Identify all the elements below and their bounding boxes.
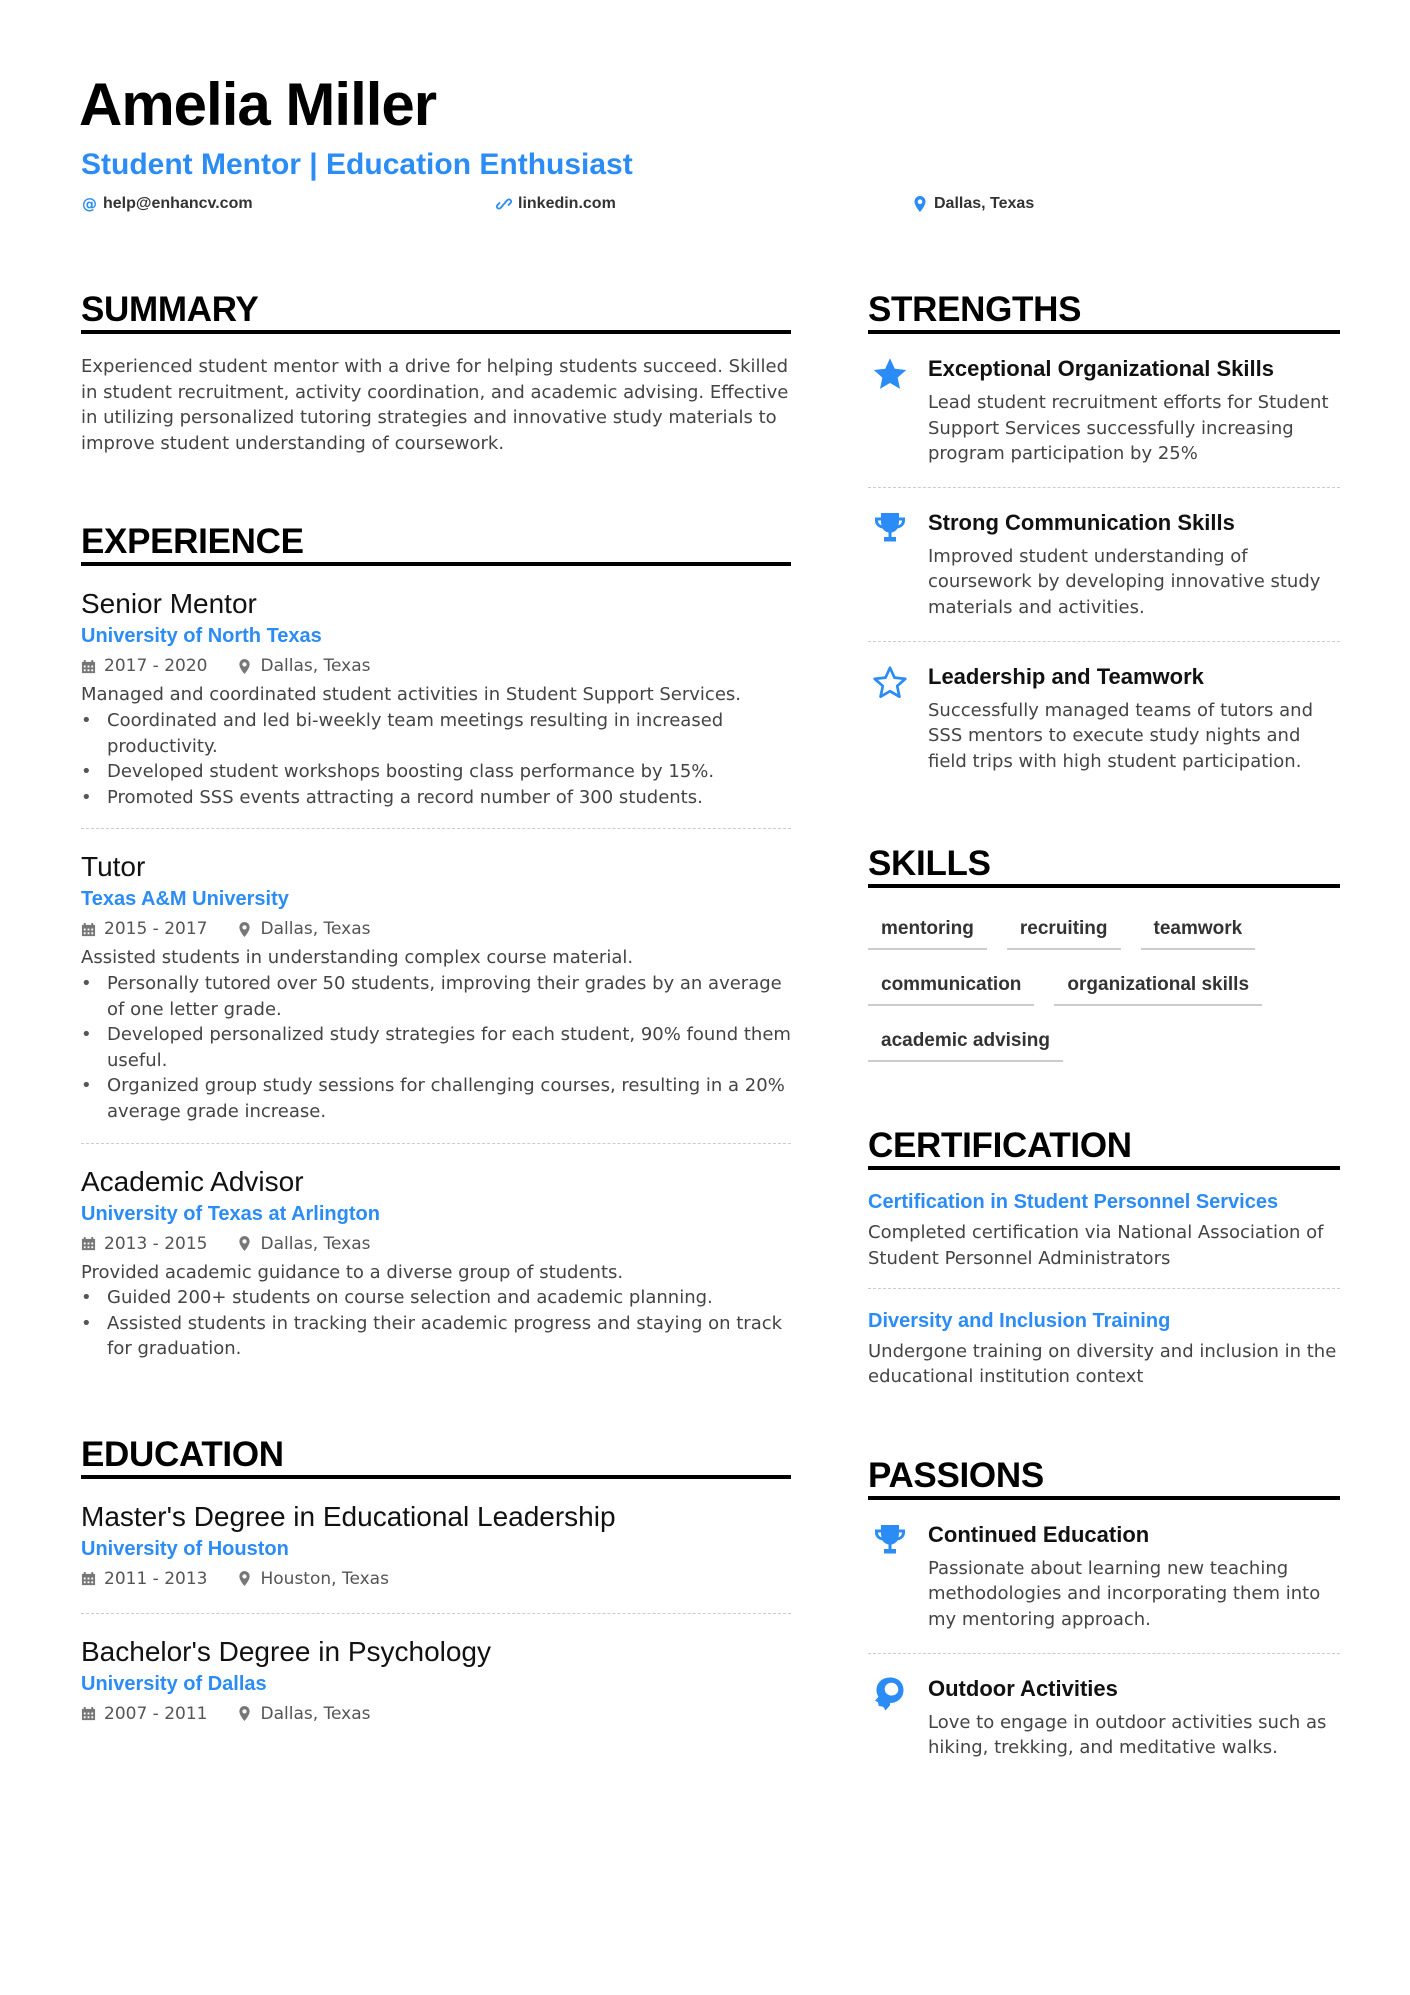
company-name: University of North Texas <box>81 625 322 648</box>
bullet-list <box>81 1285 791 1362</box>
bullet-item: • Organized group study sessions for challenging courses, resulting in a 20% average grade increase. <box>81 1073 791 1124</box>
passions-item <box>868 1500 1340 1654</box>
location-pin-icon <box>912 196 928 212</box>
calendar-icon <box>81 922 96 937</box>
linkedin-text: linkedin.com <box>518 195 616 212</box>
job-title: Academic Advisor <box>81 1165 304 1197</box>
location-pin-icon <box>237 1706 252 1721</box>
contact-email[interactable] <box>81 195 253 213</box>
right-column <box>868 290 1340 1781</box>
item-description: Passionate about learning new teaching methodologies and incorporating them into my mentoring approach. <box>928 1557 1321 1630</box>
section-title-strengths: STRENGTHS <box>868 290 1340 334</box>
entry-dates: 2017 - 2020 <box>104 656 208 677</box>
calendar-icon <box>81 1236 96 1251</box>
star-filled-icon <box>872 356 908 392</box>
job-description: Managed and coordinated student activities in Student Support Services. <box>81 684 741 706</box>
contact-linkedin[interactable] <box>496 195 616 213</box>
entry-location: Houston, Texas <box>260 1568 389 1589</box>
job-description: Provided academic guidance to a diverse group of students. <box>81 1261 624 1283</box>
experience-entry <box>81 829 791 1143</box>
experience-list <box>81 566 791 1380</box>
entry-dates: 2007 - 2011 <box>104 1703 208 1724</box>
entry-dates: 2013 - 2015 <box>104 1233 208 1254</box>
strengths-item <box>868 488 1340 642</box>
certification-item <box>868 1289 1340 1406</box>
item-title: Continued Education <box>928 1521 1150 1547</box>
passions-list <box>868 1500 1340 1781</box>
job-description: Assisted students in understanding complex course material. <box>81 947 634 969</box>
bullet-list <box>81 971 791 1125</box>
skill-tag: mentoring <box>868 910 987 950</box>
bullet-list <box>81 708 791 810</box>
entry-location: Dallas, Texas <box>260 919 371 940</box>
bullet-item: • Guided 200+ students on course selection and academic planning. <box>81 1285 791 1311</box>
location-pin-icon <box>237 922 252 937</box>
candidate-name: Amelia Miller <box>79 71 437 138</box>
entry-location: Dallas, Texas <box>260 1703 371 1724</box>
degree-title: Master's Degree in Educational Leadership <box>81 1500 616 1532</box>
location-text: Dallas, Texas <box>934 195 1035 212</box>
trophy-icon <box>872 510 908 546</box>
item-title: Outdoor Activities <box>928 1675 1118 1701</box>
bullet-item: • Developed student workshops boosting class performance by 15%. <box>81 759 791 785</box>
entry-location: Dallas, Texas <box>260 1233 371 1254</box>
section-title-passions: PASSIONS <box>868 1456 1340 1500</box>
skill-tag: recruiting <box>1007 910 1121 950</box>
job-title: Senior Mentor <box>81 588 257 620</box>
school-name: University of Dallas <box>81 1672 267 1695</box>
calendar-icon <box>81 1706 96 1721</box>
location-pin-icon <box>237 1571 252 1586</box>
entry-meta <box>81 650 791 682</box>
company-name: University of Texas at Arlington <box>81 1202 380 1225</box>
education-list <box>81 1479 791 1748</box>
experience-entry <box>81 1144 791 1380</box>
item-title: Exceptional Organizational Skills <box>928 356 1274 381</box>
skills-list <box>868 888 1340 1078</box>
section-title-skills: SKILLS <box>868 844 1340 888</box>
item-description: Love to engage in outdoor activities such as hiking, trekking, and meditative walks. <box>928 1711 1327 1759</box>
link-icon <box>496 196 512 212</box>
certification-title: Certification in Student Personnel Services <box>868 1191 1279 1214</box>
bullet-item: • Personally tutored over 50 students, improving their grades by an average of one letter grade. <box>81 971 791 1022</box>
certification-description: Completed certification via National Association of Student Personnel Administrators <box>868 1222 1324 1269</box>
entry-dates: 2015 - 2017 <box>104 919 208 940</box>
strengths-list <box>868 334 1340 794</box>
certification-title: Diversity and Inclusion Training <box>868 1309 1171 1332</box>
skill-tag: organizational skills <box>1054 966 1262 1006</box>
entry-meta <box>81 1228 791 1260</box>
location-pin-icon <box>237 659 252 674</box>
entry-meta <box>81 913 791 945</box>
bullet-item: • Coordinated and led bi-weekly team meetings resulting in increased productivity. <box>81 708 791 759</box>
bullet-item: • Assisted students in tracking their academic progress and staying on track for graduation. <box>81 1311 791 1362</box>
certification-list <box>868 1170 1340 1405</box>
entry-dates: 2011 - 2013 <box>104 1568 208 1589</box>
at-icon <box>81 196 97 212</box>
item-title: Leadership and Teamwork <box>928 663 1204 689</box>
calendar-icon <box>81 659 96 674</box>
section-title-experience: EXPERIENCE <box>81 522 791 566</box>
calendar-icon <box>81 1571 96 1586</box>
school-name: University of Houston <box>81 1537 289 1560</box>
skill-tag: academic advising <box>868 1022 1063 1062</box>
skill-tag: teamwork <box>1141 910 1256 950</box>
company-name: Texas A&M University <box>81 888 289 911</box>
job-title: Tutor <box>81 851 146 883</box>
left-column <box>81 290 791 1748</box>
item-title: Strong Communication Skills <box>928 509 1235 535</box>
email-text: help@enhancv.com <box>103 195 253 212</box>
entry-location: Dallas, Texas <box>260 656 371 677</box>
experience-entry <box>81 566 791 829</box>
bullet-item: • Developed personalized study strategies for each student, 90% found them useful. <box>81 1022 791 1073</box>
summary-text: Experienced student mentor with a drive for helping students succeed. Skilled in student recruitment, activity coordination, and academic advising. Effective in utilizing personalized tutoring strategies and innovative study materials to improve student understanding of coursework. <box>81 356 789 454</box>
bullet-item: • Promoted SSS events attracting a record number of 300 students. <box>81 785 791 811</box>
passions-item <box>868 1654 1340 1781</box>
education-entry <box>81 1479 791 1614</box>
degree-title: Bachelor's Degree in Psychology <box>81 1635 492 1667</box>
section-title-certification: CERTIFICATION <box>868 1126 1340 1170</box>
item-description: Successfully managed teams of tutors and SSS mentors to execute study nights and field trips with high student participation. <box>928 699 1313 772</box>
location-pin-icon <box>237 1236 252 1251</box>
strengths-item <box>868 642 1340 795</box>
svg-text:@: @ <box>82 196 97 212</box>
entry-meta <box>81 1563 791 1595</box>
item-description: Lead student recruitment efforts for Student Support Services successfully increasing program participation by 25% <box>928 392 1329 465</box>
contact-location <box>912 195 1034 213</box>
item-description: Improved student understanding of coursework by developing innovative study materials and activities. <box>928 545 1321 618</box>
trophy-icon <box>872 1522 908 1558</box>
section-title-education: EDUCATION <box>81 1435 791 1479</box>
headline: Student Mentor | Education Enthusiast <box>81 148 633 181</box>
head-icon <box>872 1676 908 1712</box>
certification-item <box>868 1170 1340 1288</box>
strengths-item <box>868 334 1340 488</box>
education-entry <box>81 1614 791 1748</box>
certification-description: Undergone training on diversity and inclusion in the educational institution context <box>868 1340 1337 1388</box>
section-title-summary: SUMMARY <box>81 290 791 334</box>
entry-meta <box>81 1698 791 1730</box>
skill-tag: communication <box>868 966 1034 1006</box>
star-outline-icon <box>872 664 908 700</box>
